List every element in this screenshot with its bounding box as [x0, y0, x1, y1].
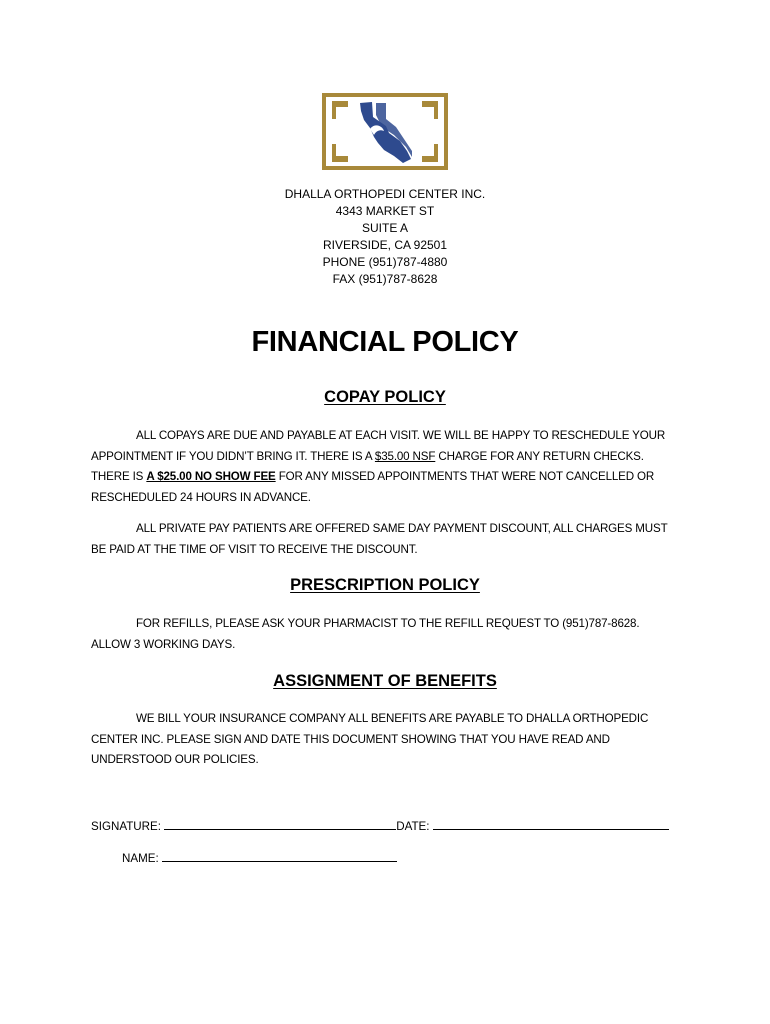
prescription-policy-heading: PRESCRIPTION POLICY: [290, 576, 480, 594]
copay-policy-paragraph-2: ALL PRIVATE PAY PATIENTS ARE OFFERED SAME DAY PAYMENT DISCOUNT, ALL CHARGES MUST BE PAID AT THE TIME OF VISIT TO RECEIVE THE DISCOUNT.: [91, 522, 668, 556]
assignment-of-benefits-paragraph: WE BILL YOUR INSURANCE COMPANY ALL BENEFITS ARE PAYABLE TO DHALLA ORTHOPEDIC CENTER INC. PLEASE SIGN AND DATE THIS DOCUMENT SHOWING THAT YOU HAVE READ AND UNDERSTOOD OUR POLICIES.: [91, 712, 649, 766]
nsf-charge: $35.00 NSF: [374, 449, 436, 463]
phone-number: PHONE (951)787-4880: [322, 255, 448, 269]
assignment-of-benefits-heading: ASSIGNMENT OF BENEFITS: [273, 672, 497, 690]
date-label: DATE:: [396, 820, 433, 833]
page-title: FINANCIAL POLICY: [251, 326, 519, 358]
no-show-fee: A $25.00 NO SHOW FEE: [146, 470, 276, 483]
name-line[interactable]: [162, 850, 397, 862]
signature-label: SIGNATURE:: [91, 820, 165, 833]
prescription-policy-paragraph: FOR REFILLS, PLEASE ASK YOUR PHARMACIST TO THE REFILL REQUEST TO (951)787-8628. ALLOW 3 WORKING DAYS.: [91, 617, 640, 651]
copay-policy-heading: COPAY POLICY: [324, 388, 446, 406]
name-row: [122, 850, 397, 865]
signature-line[interactable]: [164, 818, 396, 830]
signature-date-row: [91, 818, 669, 833]
suite: SUITE A: [361, 221, 408, 235]
date-line[interactable]: [433, 818, 669, 830]
street-address: 4343 MARKET ST: [335, 204, 435, 218]
copay-policy-paragraph-1: ALL COPAYS ARE DUE AND PAYABLE AT EACH VISIT. WE WILL BE HAPPY TO RESCHEDULE YOUR APPOINTMENT IF YOU DIDN’T BRING IT. THERE IS A $35.00 NSF CHARGE FOR ANY RETURN CHECKS. THERE IS A $25.00 NO SHOW FEE FOR ANY MISSED APPOINTMENTS THAT WERE NOT CANCELLED OR RESCHEDULED 24 HOURS IN ADVANCE.: [91, 429, 666, 504]
clinic-name: DHALLA ORTHOPEDI CENTER INC.: [284, 187, 486, 201]
clinic-logo: [322, 93, 448, 170]
california-map-logo-icon: [322, 93, 448, 170]
name-label: NAME:: [122, 852, 162, 865]
fax-number: FAX (951)787-8628: [332, 272, 438, 286]
clinic-address: [0, 186, 770, 288]
city-state-zip: RIVERSIDE, CA 92501: [322, 238, 448, 252]
